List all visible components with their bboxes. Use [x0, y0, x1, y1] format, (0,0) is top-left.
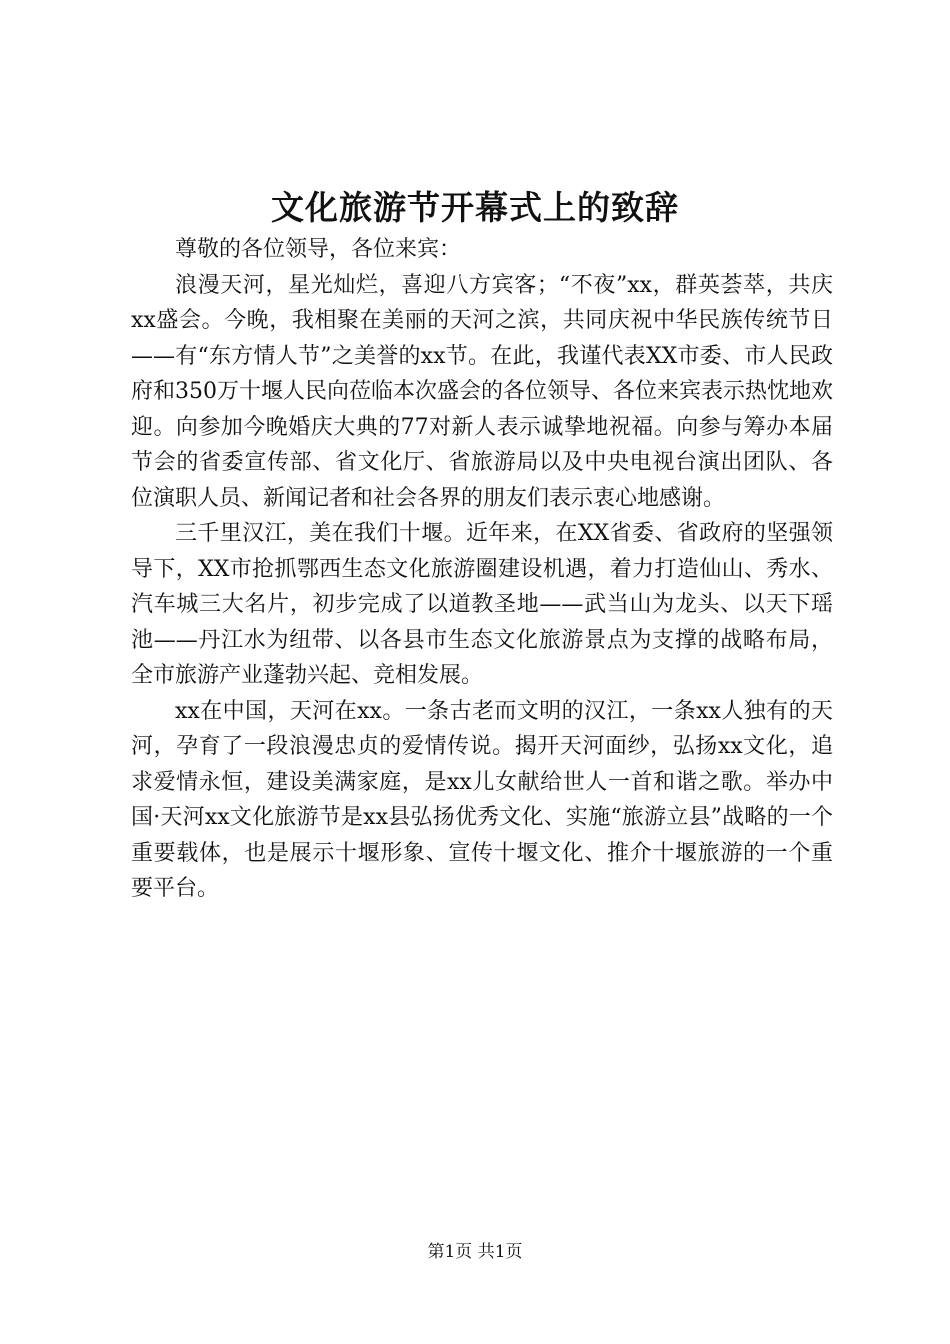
document-title: 文化旅游节开幕式上的致辞 — [271, 188, 679, 227]
salutation: 尊敬的各位领导，各位来宾： — [175, 237, 462, 262]
document-body — [131, 232, 833, 907]
paragraph-3: xx在中国，天河在xx。一条古老而文明的汉江，一条xx人独有的天河，孕育了一段浪漫忠贞的爱情传说。揭开天河面纱，弘扬xx文化，追求爱情永恒，建设美满家庭，是xx儿女献给世人一首和谐之歌。举办中国·天河xx文化旅游节是xx县弘扬优秀文化、实施“旅游立县”战略的一个重要载体，也是展示十堰形象、宣传十堰文化、推介十堰旅游的一个重要平台。 — [131, 698, 833, 901]
paragraph-1: 浪漫天河，星光灿烂，喜迎八方宾客；“不夜”xx，群英荟萃，共庆xx盛会。今晚，我相聚在美丽的天河之滨，共同庆祝中华民族传统节日——有“东方情人节”之美誉的xx节。在此，我谨代表XX市委、市人民政府和350万十堰人民向莅临本次盛会的各位领导、各位来宾表示热忱地欢迎。向参加今晚婚庆大典的77对新人表示诚挚地祝福。向参与筹办本届节会的省委宣传部、省文化厅、省旅游局以及中央电视台演出团队、各位演职人员、新闻记者和社会各界的朋友们表示衷心地感谢。 — [131, 272, 833, 511]
paragraph-2: 三千里汉江，美在我们十堰。近年来，在XX省委、省政府的坚强领导下，XX市抢抓鄂西生态文化旅游圈建设机遇，着力打造仙山、秀水、汽车城三大名片，初步完成了以道教圣地——武当山为龙头、以天下瑶池——丹江水为纽带、以各县市生态文化旅游景点为支撑的战略布局，全市旅游产业蓬勃兴起、竞相发展。 — [131, 521, 833, 688]
page-footer: 第1页 共1页 — [427, 1242, 523, 1262]
